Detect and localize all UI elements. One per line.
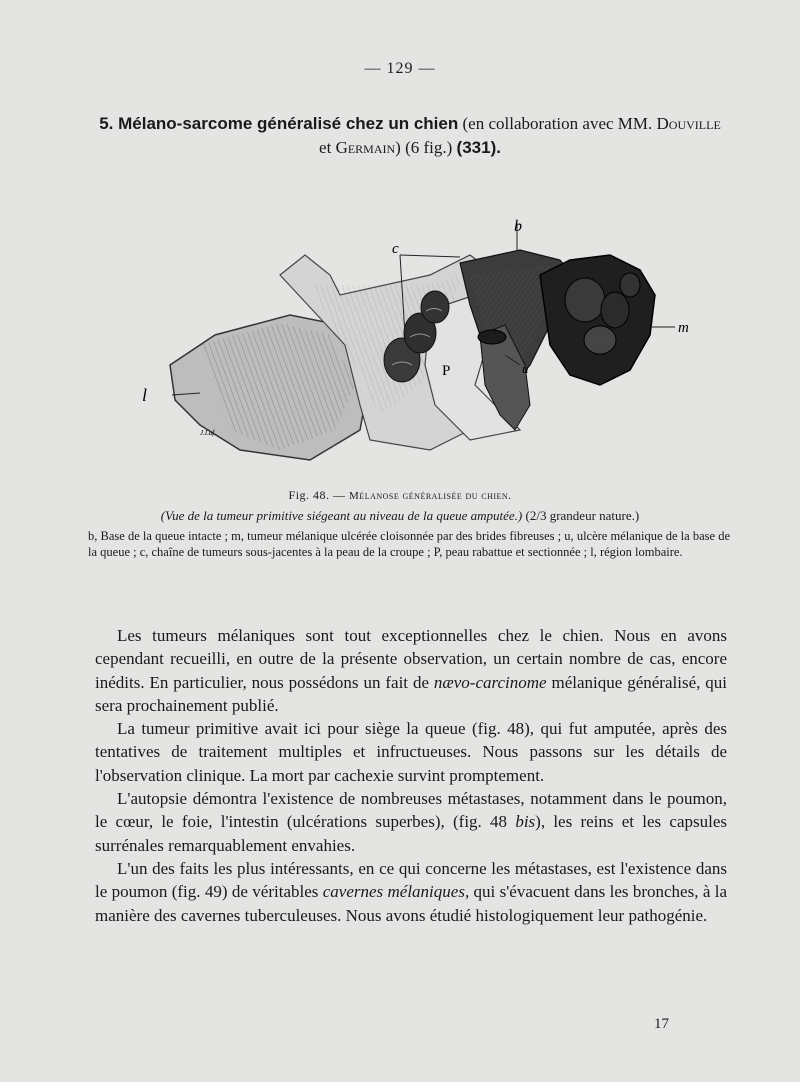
figure-48-illustration [130,215,690,470]
tumor-drawing [130,215,690,470]
section-heading [95,112,725,160]
label-u: u [522,361,529,376]
paragraph-4 [95,857,727,927]
figure-caption-title [0,488,800,503]
figure-subtitle-scale: (2/3 grandeur nature.) [525,508,640,523]
paragraph-1-text-b: mélanique généralisé, qui sera prochainement publié. [95,672,728,715]
paragraph-1 [95,624,727,717]
figure-count: ) (6 fig.) [395,138,453,157]
figure-legend: b, Base de la queue intacte ; m, tumeur mélanique ulcérée cloisonnée par des brides fibreuses ; u, ulcère mélanique de la base de la queue ; c, chaîne de tumeurs sous-jacentes à la peau de la croupe ; P, peau rabattue et sectionnée ; l, région lombaire. [88,529,730,559]
paragraph-3 [95,787,727,857]
label-p: P [442,363,451,379]
figure-caption-caps: Mélanose généralisée du chien. [349,490,512,502]
figure-caption-subtitle [0,508,800,524]
paragraph-1-emphasis: nævo-carcinome [433,672,547,692]
figure-caption-prefix: Fig. 48. — [288,488,346,502]
heading-line2-prefix: et [319,138,332,157]
label-b: b [514,218,522,235]
page-number: — 129 — [364,60,436,77]
section-title: 5. Mélano-sarcome généralisé chez un chien [99,114,459,133]
paragraph-1-text-a: Les tumeurs mélaniques sont tout exceptionnelles chez le chien. Nous en avons cependant recueilli, en outre de la présente observation, un certain nombre de cas, encore inédits. En particulier, nous possédons un fait de [95,626,727,692]
author-douville: Douville [656,114,721,133]
paragraph-4-text-a: L'un des faits les plus intéressants, en ce qui concerne les métastases, est l'existence dans le poumon (fig. 49) de véritables [95,858,727,902]
paragraph-4-emphasis: cavernes mélaniques [322,882,465,902]
figure-subtitle-italic: (Vue de la tumeur primitive siégeant au niveau de la queue amputée.) [160,508,523,523]
paragraph-3-text-b: ), les reins et les capsules surrénales remarquablement envahies. [95,812,727,855]
reference-number: (331). [456,138,501,157]
paragraph-2: La tumeur primitive avait ici pour siège la queue (fig. 48), qui fut amputée, après des tentatives de traitement multiples et infructueuses. Nous passons sur les détails de l'observation clinique. La mort par cachexie survint promptement. [95,719,727,785]
collab-prefix: (en collaboration avec MM. [462,114,653,133]
label-m: m [678,320,689,336]
label-l: l [142,385,148,405]
paragraph-3-text-a: L'autopsie démontra l'existence de nombreuses métastases, notamment dans le poumon, le cœur, le foie, l'intestin (ulcérations superbes), (fig. 48 [95,789,727,832]
paragraph-4-text-b: , qui s'évacuent dans les bronches, à la manière des cavernes tuberculeuses. Nous avons étudié histologiquement leur pathogénie. [95,882,727,925]
artist-signature: J.Laf. [200,429,216,437]
paragraph-3-emphasis: bis [515,812,536,832]
body-text [95,624,727,927]
label-c: c [392,241,399,257]
author-germain: Germain [335,138,396,157]
signature-number: 17 [654,1016,669,1032]
